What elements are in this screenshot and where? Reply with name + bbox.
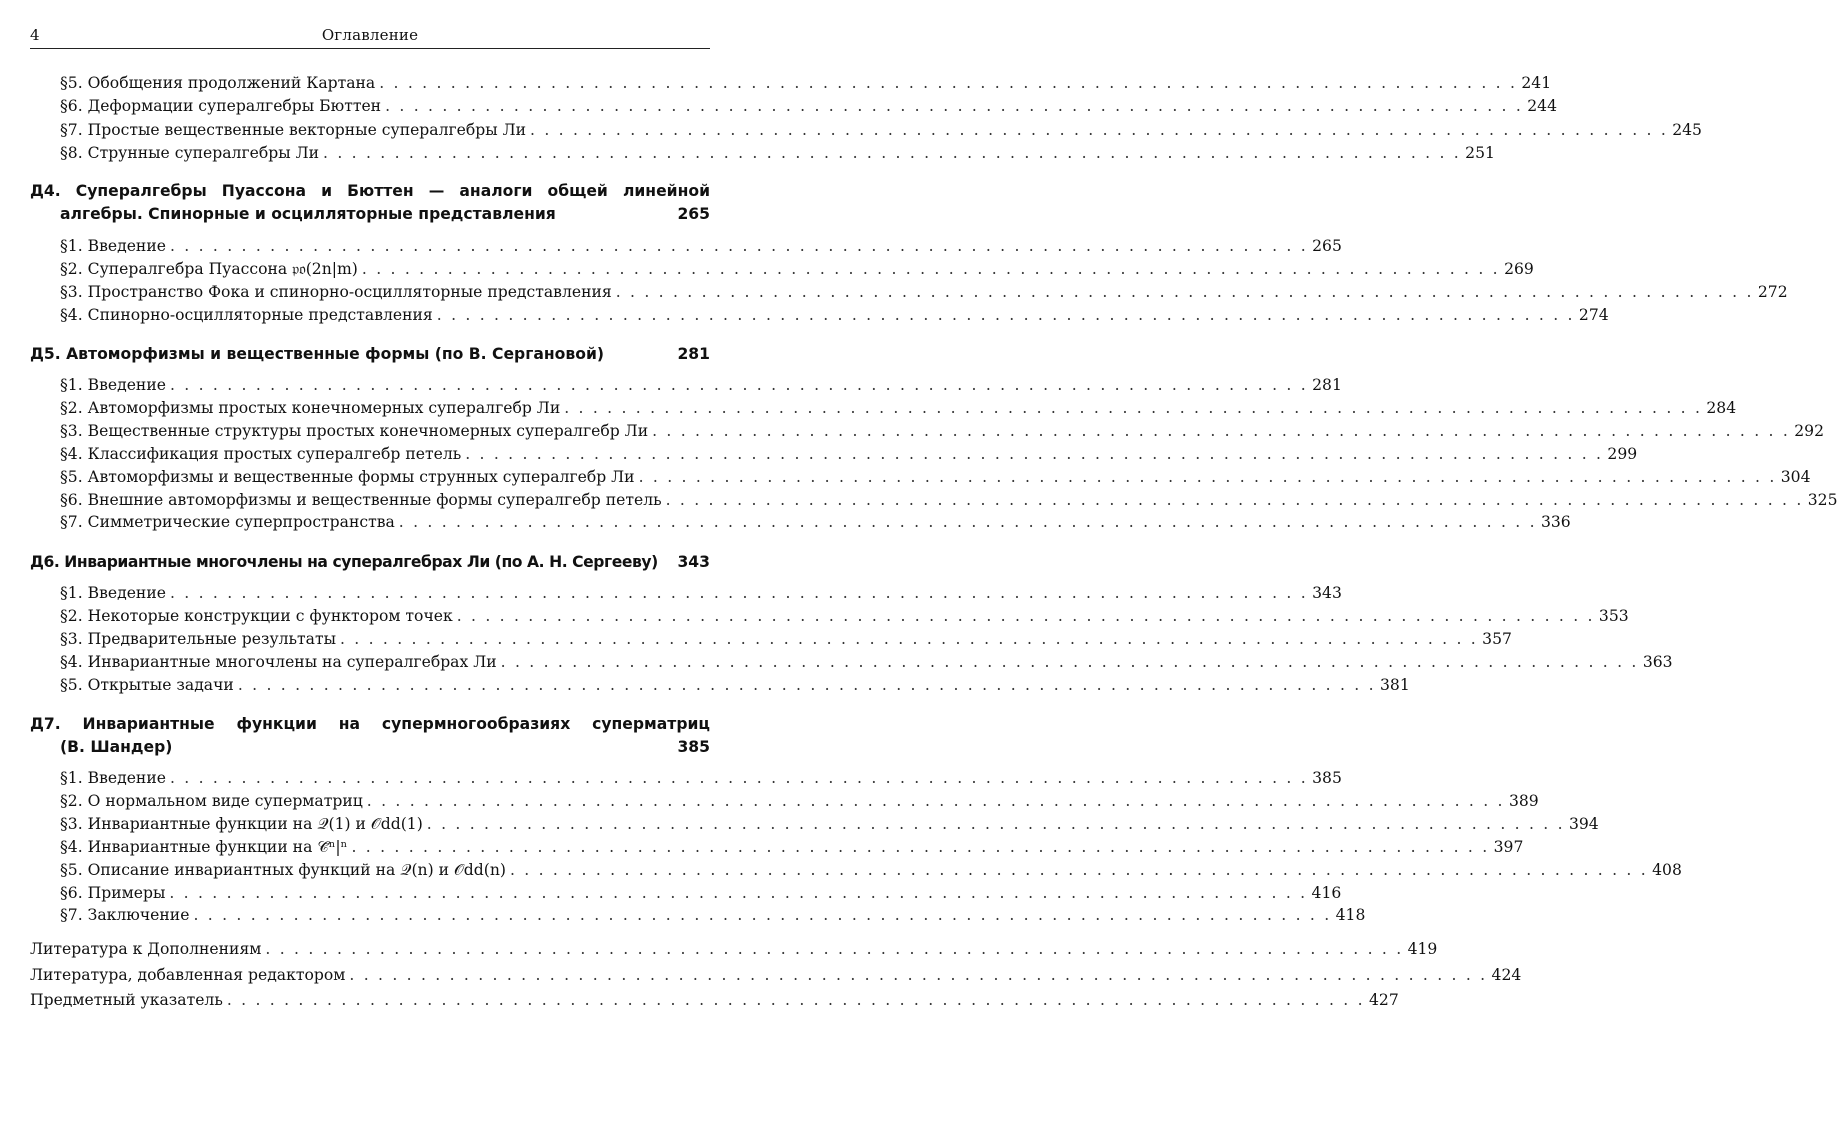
toc-entry [60, 397, 1737, 419]
dot-leader: . . . . . . . . . . . . . . . . . . . . . . . . . . . . . . . . . . . . . . . . . . . . . . . . . . . . . . . . . . . . . . . . . . . . . . . . . . . . . . . . [500, 653, 1639, 671]
dot-leader: . . . . . . . . . . . . . . . . . . . . . . . . . . . . . . . . . . . . . . . . . . . . . . . . . . . . . . . . . . . . . . . . . . . . . . . . . . . . . . . . [366, 791, 1505, 810]
chapter-title-line: (В. Шандер) [60, 738, 173, 756]
dot-leader: . . . . . . . . . . . . . . . . . . . . . . . . . . . . . . . . . . . . . . . . . . . . . . . . . . . . . . . . . . . . . . . . . . . . . . . . . . . . . . . . [226, 991, 1365, 1009]
dot-leader: . . . . . . . . . . . . . . . . . . . . . . . . . . . . . . . . . . . . . . . . . . . . . . . . . . . . . . . . . . . . . . . . . . . . . . . . . . . . . . . . [351, 837, 1490, 856]
toc-entry [60, 511, 1571, 533]
toc-entry-page-number: 353 [1598, 607, 1629, 625]
toc-entry [60, 281, 1788, 303]
toc-entry-title: §8. Струнные супералгебры Ли [60, 143, 319, 162]
dot-leader: . . . . . . . . . . . . . . . . . . . . . . . . . . . . . . . . . . . . . . . . . . . . . . . . . . . . . . . . . . . . . . . . . . . . . . . . . . . . . . . . [615, 283, 1754, 302]
toc-entry-page-number: 408 [1652, 860, 1682, 879]
dot-leader: . . . . . . . . . . . . . . . . . . . . . . . . . . . . . . . . . . . . . . . . . . . . . . . . . . . . . . . . . . . . . . . . . . . . . . . . . . . . . . . . [361, 260, 1500, 279]
toc-entry-page-number: 284 [1706, 398, 1737, 417]
toc-entry [60, 489, 1838, 511]
running-header [30, 26, 710, 49]
toc-entry-title: §4. Классификация простых супералгебр петель [60, 444, 462, 463]
toc-entry-page-number: 424 [1491, 965, 1522, 984]
dot-leader: . . . . . . . . . . . . . . . . . . . . . . . . . . . . . . . . . . . . . . . . . . . . . . . . . . . . . . . . . . . . . . . . . . . . . . . . . . . . . . . . [398, 513, 1537, 532]
toc-entry [60, 605, 1629, 627]
toc-entry-title: §2. Автоморфизмы простых конечномерных супералгебр Ли [60, 398, 561, 417]
toc-entry [60, 374, 1342, 396]
toc-entry-page-number: 427 [1369, 991, 1399, 1009]
chapter-title-line: Д6. Инвариантные многочлены на супералгебрах Ли (по А. Н. Сергееву) [30, 553, 658, 571]
toc-entry-title: §1. Введение [60, 584, 166, 602]
dot-leader: . . . . . . . . . . . . . . . . . . . . . . . . . . . . . . . . . . . . . . . . . . . . . . . . . . . . . . . . . . . . . . . . . . . . . . . . . . . . . . . . [638, 467, 1777, 486]
toc-entry-page-number: 304 [1780, 467, 1811, 486]
toc-entry-page-number: 394 [1568, 814, 1599, 833]
dot-leader: . . . . . . . . . . . . . . . . . . . . . . . . . . . . . . . . . . . . . . . . . . . . . . . . . . . . . . . . . . . . . . . . . . . . . . . . . . . . . . . . [323, 143, 1461, 162]
toc-entry-title: §2. О нормальном виде суперматриц [60, 791, 363, 810]
toc-entry-title: §7. Заключение [60, 906, 190, 925]
toc-entry-page-number: 336 [1540, 513, 1571, 532]
toc-entry [60, 628, 1512, 650]
toc-entry-title: §3. Пространство Фока и спинорно-осцилляторные представления [60, 283, 612, 302]
toc-page [30, 0, 1838, 1140]
toc-entry-title: §3. Предварительные результаты [60, 630, 336, 648]
toc-entry [60, 95, 1558, 117]
toc-entry-title: §6. Внешние автоморфизмы и вещественные формы супералгебр петель [60, 490, 662, 509]
toc-entry-page-number: 245 [1672, 120, 1702, 139]
chapter-d7-heading [30, 713, 710, 759]
toc-entry-title: §1. Введение [60, 237, 166, 255]
toc-entry-title: §3. Вещественные структуры простых конечномерных супералгебр Ли [60, 421, 649, 440]
toc-entry-title: §2. Супералгебра Пуассона 𝔭𝔬(2n|m) [60, 260, 358, 279]
dot-leader: . . . . . . . . . . . . . . . . . . . . . . . . . . . . . . . . . . . . . . . . . . . . . . . . . . . . . . . . . . . . . . . . . . . . . . . . . . . . . . . . [169, 237, 1308, 255]
dot-leader: . . . . . . . . . . . . . . . . . . . . . . . . . . . . . . . . . . . . . . . . . . . . . . . . . . . . . . . . . . . . . . . . . . . . . . . . . . . . . . . . [652, 421, 1791, 440]
toc-entry-page-number: 385 [1312, 769, 1342, 787]
chapter-d4-heading [30, 180, 710, 226]
toc-entry-page-number: 292 [1794, 421, 1825, 440]
toc-entry-page-number: 281 [1312, 376, 1342, 394]
toc-entry-page-number: 299 [1607, 444, 1638, 463]
toc-entry [60, 790, 1539, 812]
chapter-page-number: 343 [677, 553, 710, 571]
toc-entry-title: Предметный указатель [30, 991, 223, 1009]
toc-entry-page-number: 274 [1578, 306, 1609, 325]
toc-entry-title: Литература, добавленная редактором [30, 965, 346, 984]
toc-entry-page-number: 244 [1527, 97, 1558, 116]
dot-leader: . . . . . . . . . . . . . . . . . . . . . . . . . . . . . . . . . . . . . . . . . . . . . . . . . . . . . . . . . . . . . . . . . . . . . . . . . . . . . . . . [465, 444, 1604, 463]
dot-leader: . . . . . . . . . . . . . . . . . . . . . . . . . . . . . . . . . . . . . . . . . . . . . . . . . . . . . . . . . . . . . . . . . . . . . . . . . . . . . . . . [169, 769, 1308, 787]
toc-entry-title: §7. Простые вещественные векторные супералгебры Ли [60, 120, 527, 139]
chapter-title-line: Д4. Супералгебры Пуассона и Бюттен — аналоги общей линейной [30, 182, 710, 200]
toc-entry [60, 443, 1638, 465]
toc-entry [60, 420, 1825, 442]
toc-entry-title: §3. Инвариантные функции на 𝒬(1) и 𝒪dd(1) [60, 814, 423, 833]
toc-entry [60, 904, 1366, 926]
toc-entry-title: §5. Описание инвариантных функций на 𝒬(n) и 𝒪dd(n) [60, 860, 506, 879]
toc-entry-page-number: 381 [1379, 676, 1410, 694]
dot-leader: . . . . . . . . . . . . . . . . . . . . . . . . . . . . . . . . . . . . . . . . . . . . . . . . . . . . . . . . . . . . . . . . . . . . . . . . . . . . . . . . [379, 74, 1518, 92]
toc-entry [60, 651, 1673, 673]
toc-entry [60, 258, 1534, 280]
toc-entry [60, 674, 1410, 696]
dot-leader: . . . . . . . . . . . . . . . . . . . . . . . . . . . . . . . . . . . . . . . . . . . . . . . . . . . . . . . . . . . . . . . . . . . . . . . . . . . . . . . . [530, 120, 1668, 139]
toc-entry-title: §4. Инвариантные функции на 𝒞̃ⁿ|ⁿ [60, 837, 348, 856]
toc-entry [60, 767, 1342, 789]
chapter-d6-heading [30, 551, 710, 574]
toc-entry-title: §6. Примеры [60, 883, 166, 902]
toc-entry [60, 859, 1682, 881]
dot-leader: . . . . . . . . . . . . . . . . . . . . . . . . . . . . . . . . . . . . . . . . . . . . . . . . . . . . . . . . . . . . . . . . . . . . . . . . . . . . . . . . [237, 676, 1376, 694]
toc-entry-title: §6. Деформации супералгебры Бюттен [60, 97, 382, 116]
toc-entry [60, 582, 1342, 604]
toc-entry-title: Литература к Дополнениям [30, 940, 262, 958]
chapter-d5-heading [30, 343, 710, 366]
dot-leader: . . . . . . . . . . . . . . . . . . . . . . . . . . . . . . . . . . . . . . . . . . . . . . . . . . . . . . . . . . . . . . . . . . . . . . . . . . . . . . . . [426, 814, 1565, 833]
toc-entry-page-number: 419 [1407, 940, 1438, 958]
chapter-page-number: 265 [677, 205, 710, 223]
toc-entry-page-number: 416 [1311, 883, 1342, 902]
toc-entry [30, 989, 1399, 1011]
toc-entry-title: §5. Открытые задачи [60, 676, 234, 694]
toc-entry [60, 304, 1609, 326]
toc-entry-page-number: 343 [1312, 584, 1342, 602]
toc-entry [60, 72, 1552, 94]
toc-entry-page-number: 272 [1757, 283, 1788, 302]
toc-entry-title: §5. Автоморфизмы и вещественные формы струнных супералгебр Ли [60, 467, 635, 486]
toc-entry-page-number: 251 [1465, 143, 1495, 162]
dot-leader: . . . . . . . . . . . . . . . . . . . . . . . . . . . . . . . . . . . . . . . . . . . . . . . . . . . . . . . . . . . . . . . . . . . . . . . . . . . . . . . . [385, 97, 1524, 116]
dot-leader: . . . . . . . . . . . . . . . . . . . . . . . . . . . . . . . . . . . . . . . . . . . . . . . . . . . . . . . . . . . . . . . . . . . . . . . . . . . . . . . . [436, 306, 1575, 325]
dot-leader: . . . . . . . . . . . . . . . . . . . . . . . . . . . . . . . . . . . . . . . . . . . . . . . . . . . . . . . . . . . . . . . . . . . . . . . . . . . . . . . . [456, 607, 1595, 625]
toc-entry-page-number: 389 [1508, 791, 1539, 810]
toc-entry-page-number: 269 [1504, 260, 1534, 279]
toc-entry-title: §4. Спинорно-осцилляторные представления [60, 306, 433, 325]
dot-leader: . . . . . . . . . . . . . . . . . . . . . . . . . . . . . . . . . . . . . . . . . . . . . . . . . . . . . . . . . . . . . . . . . . . . . . . . . . . . . . . . [665, 490, 1804, 509]
running-title: Оглавление [321, 26, 419, 44]
toc-entry-title: §1. Введение [60, 769, 166, 787]
chapter-title-line: Д5. Автоморфизмы и вещественные формы (по В. Сергановой) [30, 345, 605, 363]
dot-leader: . . . . . . . . . . . . . . . . . . . . . . . . . . . . . . . . . . . . . . . . . . . . . . . . . . . . . . . . . . . . . . . . . . . . . . . . . . . . . . . . [169, 376, 1308, 394]
chapter-page-number: 385 [677, 738, 710, 756]
toc-entry-page-number: 325 [1807, 490, 1838, 509]
toc-entry [60, 142, 1495, 164]
toc-entry [30, 964, 1522, 986]
chapter-page-number: 281 [677, 345, 710, 363]
toc-entry-title: §1. Введение [60, 376, 166, 394]
toc-entry [60, 836, 1524, 858]
toc-entry-title: §4. Инвариантные многочлены на супералгебрах Ли [60, 653, 497, 671]
toc-entry [60, 882, 1342, 904]
dot-leader: . . . . . . . . . . . . . . . . . . . . . . . . . . . . . . . . . . . . . . . . . . . . . . . . . . . . . . . . . . . . . . . . . . . . . . . . . . . . . . . . [169, 883, 1308, 902]
toc-entry-page-number: 397 [1493, 837, 1524, 856]
dot-leader: . . . . . . . . . . . . . . . . . . . . . . . . . . . . . . . . . . . . . . . . . . . . . . . . . . . . . . . . . . . . . . . . . . . . . . . . . . . . . . . . [265, 940, 1404, 958]
toc-entry [60, 466, 1811, 488]
toc-entry-page-number: 241 [1521, 74, 1552, 92]
dot-leader: . . . . . . . . . . . . . . . . . . . . . . . . . . . . . . . . . . . . . . . . . . . . . . . . . . . . . . . . . . . . . . . . . . . . . . . . . . . . . . . . [339, 630, 1478, 648]
toc-entry [30, 938, 1438, 960]
toc-entry-page-number: 418 [1335, 906, 1366, 925]
toc-entry-page-number: 363 [1642, 653, 1673, 671]
dot-leader: . . . . . . . . . . . . . . . . . . . . . . . . . . . . . . . . . . . . . . . . . . . . . . . . . . . . . . . . . . . . . . . . . . . . . . . . . . . . . . . . [349, 965, 1488, 984]
toc-entry [60, 235, 1342, 257]
dot-leader: . . . . . . . . . . . . . . . . . . . . . . . . . . . . . . . . . . . . . . . . . . . . . . . . . . . . . . . . . . . . . . . . . . . . . . . . . . . . . . . . [193, 906, 1332, 925]
toc-entry [60, 119, 1702, 141]
toc-entry-title: §5. Обобщения продолжений Картана [60, 74, 376, 92]
dot-leader: . . . . . . . . . . . . . . . . . . . . . . . . . . . . . . . . . . . . . . . . . . . . . . . . . . . . . . . . . . . . . . . . . . . . . . . . . . . . . . . . [169, 584, 1308, 602]
toc-entry-title: §7. Симметрические суперпространства [60, 513, 395, 532]
toc-entry [60, 813, 1599, 835]
chapter-title-line: алгебры. Спинорные и осцилляторные представления [60, 205, 556, 223]
dot-leader: . . . . . . . . . . . . . . . . . . . . . . . . . . . . . . . . . . . . . . . . . . . . . . . . . . . . . . . . . . . . . . . . . . . . . . . . . . . . . . . . [509, 860, 1648, 879]
toc-entry-page-number: 265 [1312, 237, 1342, 255]
page-number: 4 [30, 26, 40, 44]
dot-leader: . . . . . . . . . . . . . . . . . . . . . . . . . . . . . . . . . . . . . . . . . . . . . . . . . . . . . . . . . . . . . . . . . . . . . . . . . . . . . . . . [564, 398, 1703, 417]
chapter-title-line: Д7. Инвариантные функции на супермногообразиях суперматриц [30, 715, 710, 733]
toc-entry-title: §2. Некоторые конструкции с функтором точек [60, 607, 453, 625]
toc-entry-page-number: 357 [1482, 630, 1512, 648]
